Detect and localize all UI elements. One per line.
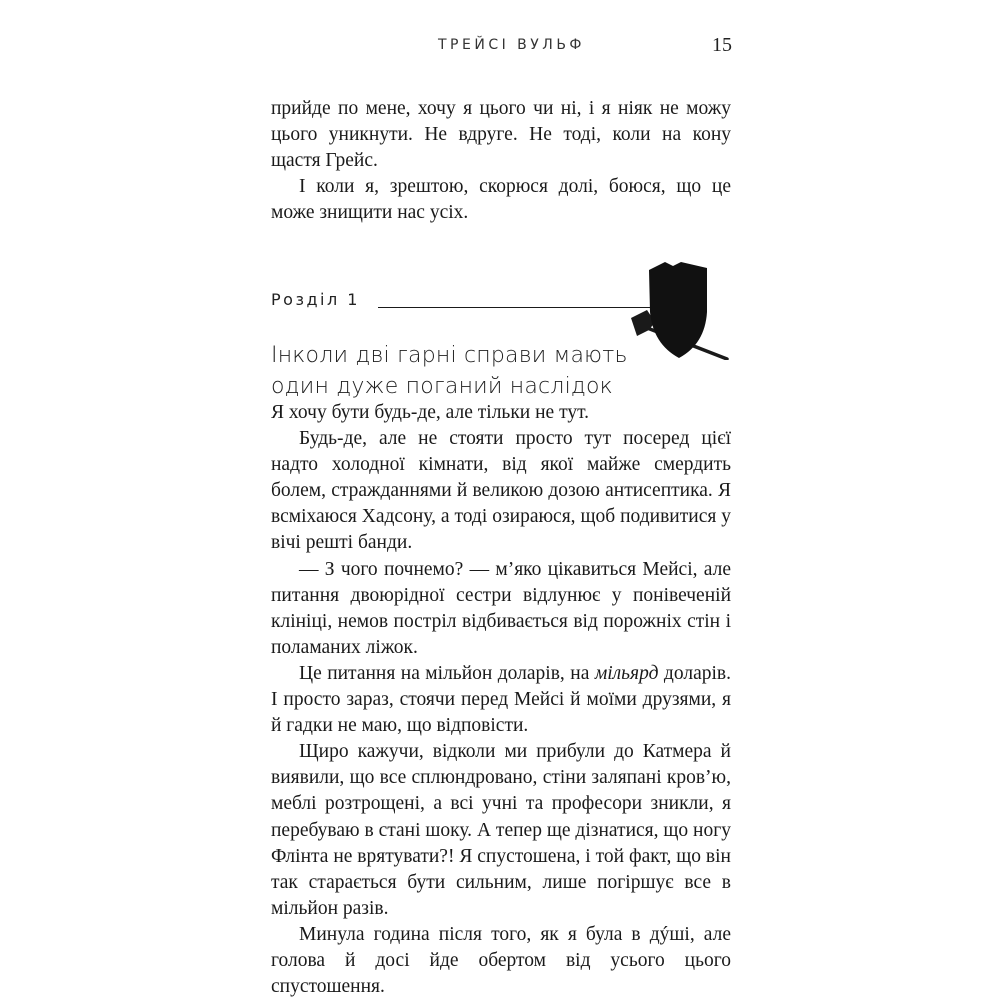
paragraph: Минула година після того, як я була в дýші, але голова й досі йде обертом від усього цього спустошення.	[271, 923, 731, 998]
body-text-block	[271, 400, 731, 1000]
text-run: Це питання на мільйон доларів, на	[299, 662, 595, 684]
paragraph	[271, 661, 731, 739]
chapter-rule	[378, 307, 650, 308]
shield	[649, 262, 707, 358]
running-head-author: ТРЕЙСІ ВУЛЬФ	[438, 37, 585, 53]
chapter-label: Розділ 1	[271, 290, 360, 309]
paragraph: прийде по мене, хочу я цього чи ні, і я ніяк не можу цього уникнути. Не вдруге. Не тоді, коли на кону щастя Грейс.	[271, 98, 731, 172]
chapter-title-line: Інколи дві гарні справи мають	[271, 343, 628, 368]
chapter-title-line: один дуже поганий наслідок	[271, 374, 613, 399]
running-head	[0, 33, 1000, 57]
paragraph: Щиро кажучи, відколи ми прибули до Катмера й виявили, що все сплюндровано, стіни заляпані кров’ю, меблі розтрощені, а всі учні та професори зникли, я перебуваю в стані шоку. А тепер ще дізнатися, що ногу Флінта не врятувати?! Я спустошена, і той факт, що він так старається бути сильним, лише погіршує все в мільйон разів.	[271, 741, 731, 919]
chapter-title	[271, 340, 651, 402]
paragraph: — З чого почнемо? — м’яко цікавиться Мейсі, але питання двоюрідної сестри відлунює у понівеченій клініці, немов постріл відбивається від порожніх стін і поламаних ліжок.	[271, 558, 731, 658]
emphasis-text: мільярд	[594, 662, 659, 684]
paragraph: Будь-де, але не стояти просто тут посеред цієї надто холодної кімнати, від якої майже смердить болем, стражданнями й великою дозою антисептика. Я всміхаюся Хадсону, а тоді озираюся, щоб подивитися у вічі решті банди.	[271, 428, 731, 554]
paragraph: Я хочу бути будь-де, але тільки не тут.	[271, 402, 590, 423]
page-number: 15	[712, 34, 732, 56]
text-run: доларів. І просто зараз, стоячи перед Мейсі й моїми друзями, я й гадки не маю, що відповісти.	[271, 662, 731, 737]
paragraph: І коли я, зрештою, скорюся долі, боюся, що це може знищити нас усіх.	[271, 176, 731, 224]
top-text-block	[271, 96, 731, 226]
